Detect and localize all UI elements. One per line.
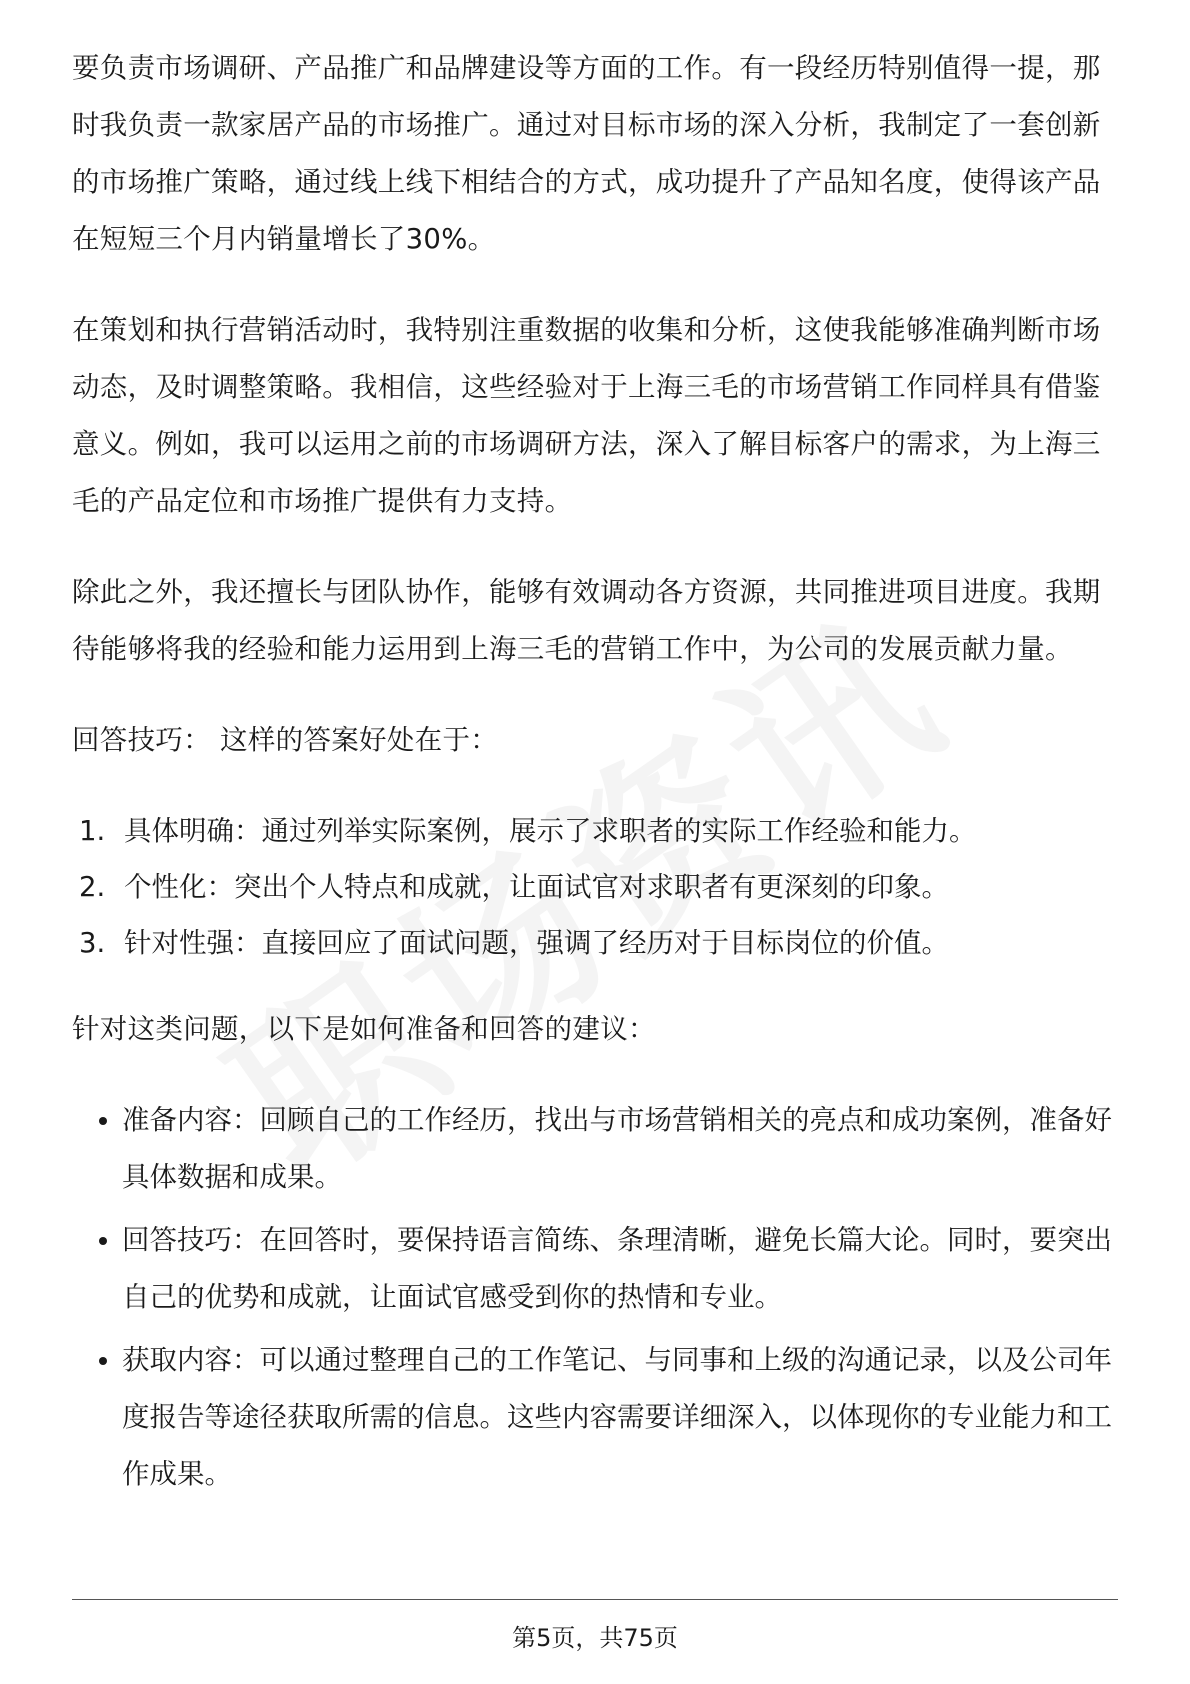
list-item: 2. 个性化：突出个人特点和成就，让面试官对求职者有更深刻的印象。 [114,859,1118,915]
list-item: • 获取内容：可以通过整理自己的工作笔记、与同事和上级的沟通记录，以及公司年度报告等途径获取所需的信息。这些内容需要详细深入，以体现你的专业能力和工作成果。 [122,1332,1118,1503]
body-paragraph: 在策划和执行营销活动时，我特别注重数据的收集和分析，这使我能够准确判断市场动态，及时调整策略。我相信，这些经验对于上海三毛的市场营销工作同样具有借鉴意义。例如，我可以运用之前的市场调研方法，深入了解目标客户的需求，为上海三毛的产品定位和市场推广提供有力支持。 [72,314,1101,517]
list-item: • 回答技巧：在回答时，要保持语言简练、条理清晰，避免长篇大论。同时，要突出自己的优势和成就，让面试官感受到你的热情和专业。 [122,1212,1118,1326]
list-item: 1. 具体明确：通过列举实际案例，展示了求职者的实际工作经验和能力。 [114,803,1118,859]
advice-heading: 针对这类问题，以下是如何准备和回答的建议： [72,1013,656,1045]
list-item: • 准备内容：回顾自己的工作经历，找出与市场营销相关的亮点和成功案例，准备好具体数据和成果。 [122,1092,1118,1206]
list-item: 3. 针对性强：直接回应了面试问题，强调了经历对于目标岗位的价值。 [114,915,1118,971]
footer-divider [72,1599,1118,1600]
tips-list [72,803,1118,971]
page-number: 第5页，共75页 [512,1624,678,1652]
body-paragraph: 除此之外，我还擅长与团队协作，能够有效调动各方资源，共同推进项目进度。我期待能够将我的经验和能力运用到上海三毛的营销工作中，为公司的发展贡献力量。 [72,576,1101,665]
advice-list [72,1092,1118,1503]
body-paragraph: 要负责市场调研、产品推广和品牌建设等方面的工作。有一段经历特别值得一提，那时我负责一款家居产品的市场推广。通过对目标市场的深入分析，我制定了一套创新的市场推广策略，通过线上线下相结合的方式，成功提升了产品知名度，使得该产品在短短三个月内销量增长了30%。 [72,52,1101,255]
page-content [72,40,1118,1509]
tips-heading: 回答技巧： 这样的答案好处在于： [72,724,499,756]
